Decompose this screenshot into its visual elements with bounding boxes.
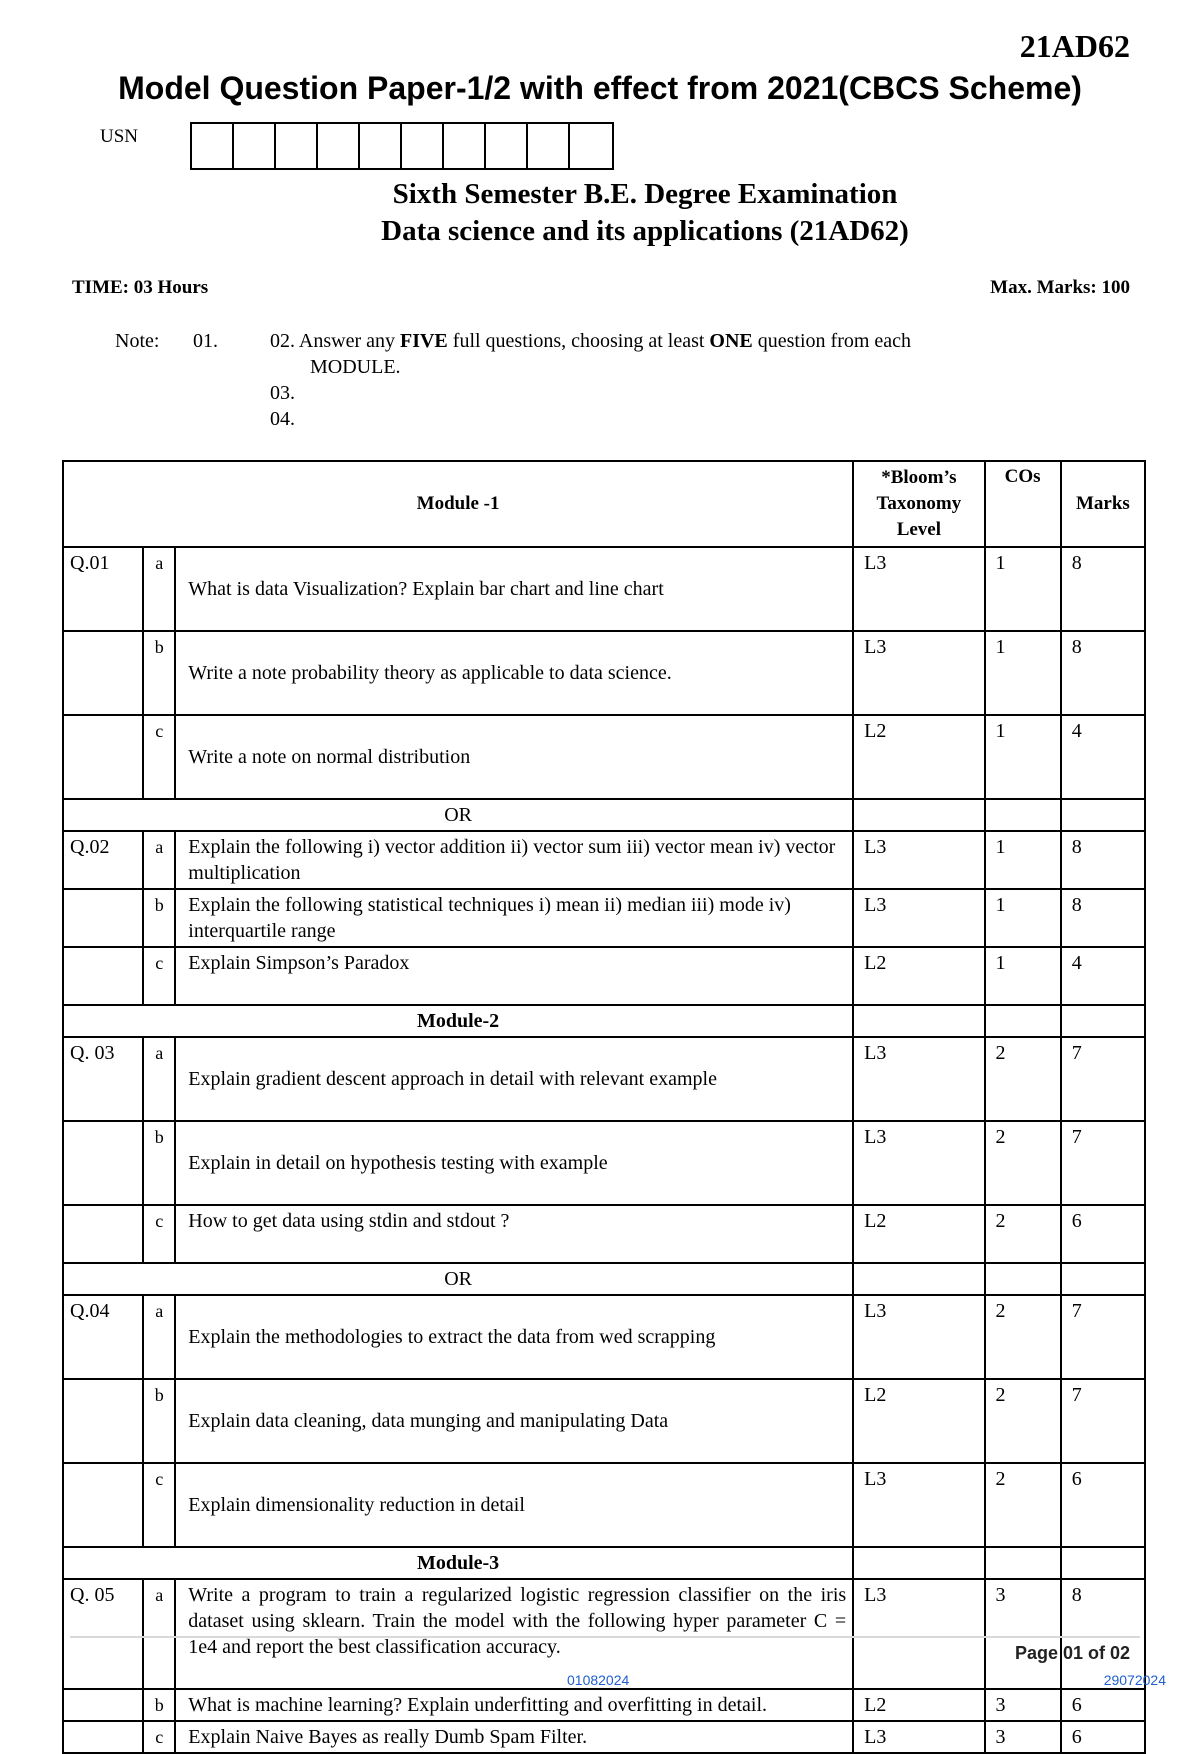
sub-question-letter: a xyxy=(143,547,175,631)
marks-value: 6 xyxy=(1061,1205,1145,1263)
marks-value: 8 xyxy=(1061,547,1145,631)
question-number xyxy=(63,1689,143,1721)
question-text: Explain Simpson’s Paradox xyxy=(175,947,853,1005)
module-heading: Module-3 xyxy=(63,1547,853,1579)
subject-heading: Data science and its applications (21AD62) xyxy=(381,215,909,247)
sub-question-letter: c xyxy=(143,1721,175,1753)
usn-box xyxy=(318,124,360,168)
marks-value: 6 xyxy=(1061,1721,1145,1753)
question-row xyxy=(63,1721,1145,1753)
blooms-level: L3 xyxy=(853,1295,984,1379)
question-text: Write a note probability theory as applicable to data science. xyxy=(175,631,853,715)
blooms-level: L2 xyxy=(853,1689,984,1721)
question-text: How to get data using stdin and stdout ? xyxy=(175,1205,853,1263)
question-text: Explain the following i) vector addition ii) vector sum iii) vector mean iv) vector multiplication xyxy=(175,831,853,889)
blooms-level: L2 xyxy=(853,947,984,1005)
marks-value: 7 xyxy=(1061,1121,1145,1205)
question-number: Q.01 xyxy=(63,547,143,631)
marks-value: 7 xyxy=(1061,1037,1145,1121)
usn-box xyxy=(486,124,528,168)
empty-cell xyxy=(853,799,984,831)
usn-box xyxy=(528,124,570,168)
course-outcome: 1 xyxy=(985,631,1061,715)
empty-cell xyxy=(1061,1263,1145,1295)
semester-heading: Sixth Semester B.E. Degree Examination xyxy=(392,178,898,210)
course-outcome: 2 xyxy=(985,1037,1061,1121)
blooms-level: L2 xyxy=(853,1379,984,1463)
empty-cell xyxy=(985,799,1061,831)
course-outcome: 2 xyxy=(985,1463,1061,1547)
blooms-level: L2 xyxy=(853,1205,984,1263)
module-heading-row xyxy=(63,1005,1145,1037)
question-number: Q. 05 xyxy=(63,1579,143,1689)
marks-value: 6 xyxy=(1061,1689,1145,1721)
sub-question-letter: c xyxy=(143,947,175,1005)
sub-question-letter: a xyxy=(143,1295,175,1379)
marks-value: 8 xyxy=(1061,1579,1145,1689)
question-text: Explain Naive Bayes as really Dumb Spam Filter. xyxy=(175,1721,853,1753)
exam-time: TIME: 03 Hours xyxy=(72,277,209,298)
note-item-4: 04. xyxy=(270,408,295,430)
question-text: Write a program to train a regularized logistic regression classifier on the iris dataset using sklearn. Train the model with the following hyper parameter C = 1e4 and report the best classification accuracy. xyxy=(175,1579,853,1689)
sub-question-letter: a xyxy=(143,1579,175,1689)
question-row xyxy=(63,831,1145,889)
question-text: Explain the methodologies to extract the data from wed scrapping xyxy=(175,1295,853,1379)
paper-title: Model Question Paper-1/2 with effect from 2021(CBCS Scheme) xyxy=(118,70,1082,106)
course-outcome: 2 xyxy=(985,1121,1061,1205)
module-heading-row xyxy=(63,1547,1145,1579)
blooms-level: L3 xyxy=(853,1579,984,1689)
sub-question-letter: b xyxy=(143,631,175,715)
question-row xyxy=(63,631,1145,715)
question-row xyxy=(63,1205,1145,1263)
date-stamp-right: 29072024 xyxy=(1103,1672,1166,1688)
sub-question-letter: a xyxy=(143,831,175,889)
or-separator-row xyxy=(63,799,1145,831)
question-row xyxy=(63,1295,1145,1379)
marks-value: 8 xyxy=(1061,831,1145,889)
empty-cell xyxy=(1061,1005,1145,1037)
blooms-level: L3 xyxy=(853,1721,984,1753)
empty-cell xyxy=(985,1005,1061,1037)
blooms-level: L3 xyxy=(853,889,984,947)
usn-label: USN xyxy=(100,126,139,147)
usn-boxes xyxy=(190,122,614,170)
empty-cell xyxy=(985,1547,1061,1579)
sub-question-letter: c xyxy=(143,1463,175,1547)
question-number xyxy=(63,631,143,715)
question-number xyxy=(63,947,143,1005)
footer-divider xyxy=(70,1636,1140,1638)
question-number xyxy=(63,1121,143,1205)
marks-header: Marks xyxy=(1061,461,1145,547)
question-text: Explain in detail on hypothesis testing with example xyxy=(175,1121,853,1205)
question-number xyxy=(63,1721,143,1753)
marks-value: 8 xyxy=(1061,631,1145,715)
empty-cell xyxy=(853,1547,984,1579)
sub-question-letter: b xyxy=(143,889,175,947)
course-outcome: 1 xyxy=(985,889,1061,947)
empty-cell xyxy=(1061,1547,1145,1579)
question-text: Write a note on normal distribution xyxy=(175,715,853,799)
sub-question-letter: b xyxy=(143,1689,175,1721)
usn-box xyxy=(234,124,276,168)
module-header: Module -1 xyxy=(63,461,853,547)
empty-cell xyxy=(853,1263,984,1295)
marks-value: 7 xyxy=(1061,1379,1145,1463)
course-outcome: 3 xyxy=(985,1689,1061,1721)
sub-question-letter: b xyxy=(143,1379,175,1463)
sub-question-letter: c xyxy=(143,1205,175,1263)
question-row xyxy=(63,947,1145,1005)
question-row xyxy=(63,1121,1145,1205)
marks-value: 4 xyxy=(1061,715,1145,799)
usn-box xyxy=(444,124,486,168)
max-marks: Max. Marks: 100 xyxy=(990,277,1130,298)
blooms-level: L2 xyxy=(853,715,984,799)
blooms-level: L3 xyxy=(853,1037,984,1121)
marks-value: 4 xyxy=(1061,947,1145,1005)
question-row xyxy=(63,547,1145,631)
note-item-2-cont: MODULE. xyxy=(310,356,401,378)
marks-value: 6 xyxy=(1061,1463,1145,1547)
page-number: Page 01 of 02 xyxy=(1014,1643,1130,1663)
usn-box xyxy=(360,124,402,168)
question-number xyxy=(63,715,143,799)
sub-question-letter: a xyxy=(143,1037,175,1121)
question-table xyxy=(62,460,1146,1754)
note-item-2: 02. Answer any FIVE full questions, choosing at least ONE question from each xyxy=(270,330,912,352)
question-number: Q.04 xyxy=(63,1295,143,1379)
question-number xyxy=(63,1463,143,1547)
blooms-level: L3 xyxy=(853,631,984,715)
usn-box xyxy=(570,124,612,168)
date-stamp-left: 01082024 xyxy=(567,1672,630,1688)
course-code: 21AD62 xyxy=(1019,28,1130,64)
question-number xyxy=(63,1379,143,1463)
course-outcome: 1 xyxy=(985,715,1061,799)
blooms-level: L3 xyxy=(853,1463,984,1547)
question-text: Explain gradient descent approach in detail with relevant example xyxy=(175,1037,853,1121)
question-number xyxy=(63,889,143,947)
note-item-1: 01. xyxy=(193,330,218,352)
table-header-row xyxy=(63,461,1145,547)
course-outcome: 2 xyxy=(985,1205,1061,1263)
empty-cell xyxy=(1061,799,1145,831)
course-outcome: 1 xyxy=(985,831,1061,889)
question-text: What is data Visualization? Explain bar chart and line chart xyxy=(175,547,853,631)
cos-header: COs xyxy=(985,461,1061,547)
blooms-level: L3 xyxy=(853,1121,984,1205)
note-item-3: 03. xyxy=(270,382,295,404)
question-row xyxy=(63,1689,1145,1721)
question-text: Explain dimensionality reduction in detail xyxy=(175,1463,853,1547)
question-number: Q.02 xyxy=(63,831,143,889)
question-row xyxy=(63,1463,1145,1547)
note-label: Note: xyxy=(115,330,160,352)
marks-value: 8 xyxy=(1061,889,1145,947)
sub-question-letter: b xyxy=(143,1121,175,1205)
course-outcome: 1 xyxy=(985,947,1061,1005)
or-separator-row xyxy=(63,1263,1145,1295)
sub-question-letter: c xyxy=(143,715,175,799)
question-number: Q. 03 xyxy=(63,1037,143,1121)
question-text: Explain the following statistical techniques i) mean ii) median iii) mode iv) interquartile range xyxy=(175,889,853,947)
blooms-level: L3 xyxy=(853,547,984,631)
or-separator: OR xyxy=(63,799,853,831)
course-outcome: 1 xyxy=(985,547,1061,631)
course-outcome: 2 xyxy=(985,1295,1061,1379)
question-text: What is machine learning? Explain underfitting and overfitting in detail. xyxy=(175,1689,853,1721)
empty-cell xyxy=(985,1263,1061,1295)
course-outcome: 2 xyxy=(985,1379,1061,1463)
usn-box xyxy=(276,124,318,168)
question-row xyxy=(63,715,1145,799)
blooms-header: *Bloom’s Taxonomy Level xyxy=(853,461,984,547)
question-row xyxy=(63,1379,1145,1463)
question-text: Explain data cleaning, data munging and manipulating Data xyxy=(175,1379,853,1463)
course-outcome: 3 xyxy=(985,1579,1061,1689)
question-row xyxy=(63,1037,1145,1121)
usn-box xyxy=(192,124,234,168)
or-separator: OR xyxy=(63,1263,853,1295)
empty-cell xyxy=(853,1005,984,1037)
question-number xyxy=(63,1205,143,1263)
question-row xyxy=(63,889,1145,947)
marks-value: 7 xyxy=(1061,1295,1145,1379)
course-outcome: 3 xyxy=(985,1721,1061,1753)
module-heading: Module-2 xyxy=(63,1005,853,1037)
usn-box xyxy=(402,124,444,168)
blooms-level: L3 xyxy=(853,831,984,889)
